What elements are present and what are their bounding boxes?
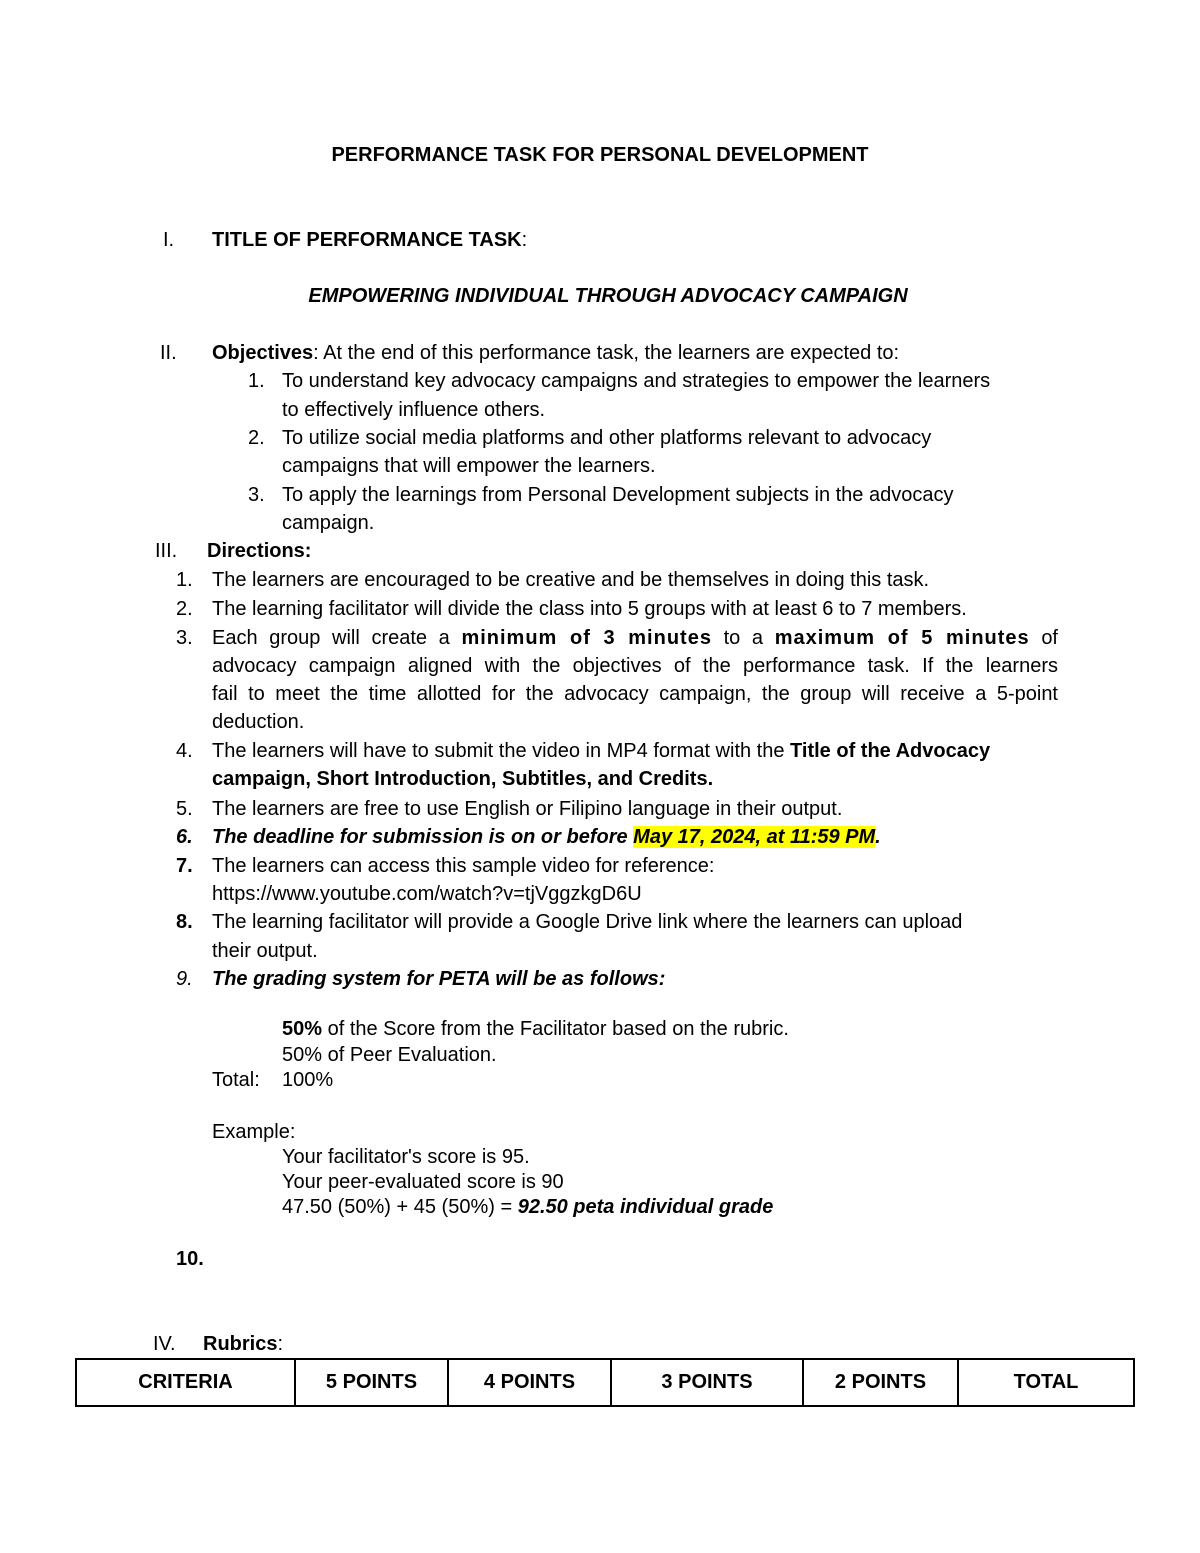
rubric-header-4-points: 4 POINTS [448,1359,611,1406]
deadline-date: May 17, 2024, at 11:59 PM [633,826,876,848]
rubric-table [75,1358,1135,1407]
total-label: Total: [212,1069,260,1091]
direction-text [212,624,1058,652]
direction-number: 6. [176,826,193,848]
section-1-heading [212,226,527,254]
deadline-post: . [875,826,881,848]
direction-number: 5. [176,798,193,820]
objectives-intro [212,339,899,367]
direction-line: advocacy campaign aligned with the objectives of the performance task. If the learners [212,655,1058,677]
grading-heading: The grading system for PETA will be as follows: [212,968,666,990]
video-requirements: Title of the Advocacy [790,740,991,762]
max-duration: maximum of 5 minutes [774,627,1030,649]
example-label: Example: [212,1121,296,1143]
rubric-header-row [76,1359,1134,1406]
direction-text-part: of [1029,627,1058,649]
direction-number: 9. [176,968,193,990]
direction-number: 3. [176,627,193,649]
direction-text: The learning facilitator will provide a Google Drive link where the learners can upload [212,911,963,933]
directions-label: Directions: [207,540,312,562]
example-line [282,1195,773,1219]
direction-text: The learners are free to use English or Filipino language in their output. [212,798,843,820]
objective-line: To utilize social media platforms and other platforms relevant to advocacy [282,427,932,449]
rubric-header-5-points: 5 POINTS [295,1359,448,1406]
section-3-number: III. [155,540,178,562]
rubric-header-3-points: 3 POINTS [611,1359,803,1406]
direction-text-part: The learners will have to submit the video in MP4 format with the [212,740,791,762]
section-1-number: I. [163,229,175,251]
grading-line: 50% of Peer Evaluation. [282,1044,497,1066]
direction-text: The learners are encouraged to be creative and be themselves in doing this task. [212,569,930,591]
grading-percent: 50% [282,1018,323,1040]
direction-line: fail to meet the time allotted for the advocacy campaign, the group will receive a 5-point [212,683,1058,705]
grading-line-text: of the Score from the Facilitator based on the rubric. [322,1018,789,1040]
objective-number: 3. [248,484,265,506]
direction-text-part: to a [711,627,775,649]
direction-text: The learners can access this sample video for reference: [212,855,715,877]
example-result: 92.50 peta individual grade [517,1196,774,1218]
total-value: 100% [282,1069,334,1091]
objective-number: 1. [248,370,265,392]
section-4-number: IV. [153,1333,176,1355]
objective-line: to effectively influence others. [282,399,546,421]
direction-text-part: Each group will create a [212,627,462,649]
direction-number: 1. [176,569,193,591]
direction-text: their output. [212,940,318,962]
direction-text [212,737,990,765]
example-formula: 47.50 (50%) + 45 (50%) = [282,1196,518,1218]
direction-number: 7. [176,855,193,877]
sample-video-link[interactable]: https://www.youtube.com/watch?v=tjVggzkgD6U [212,883,642,905]
direction-number: 8. [176,911,193,933]
objectives-label: Objectives [212,342,314,364]
rubric-header-total: TOTAL [958,1359,1134,1406]
min-duration: minimum of 3 minutes [461,627,712,649]
objective-number: 2. [248,427,265,449]
objective-line: campaigns that will empower the learners. [282,455,656,477]
direction-text: The learning facilitator will divide the class into 5 groups with at least 6 to 7 members. [212,598,967,620]
task-title: EMPOWERING INDIVIDUAL THROUGH ADVOCACY CAMPAIGN [308,285,908,307]
rubrics-label: Rubrics [203,1333,278,1355]
rubric-header-criteria: CRITERIA [76,1359,295,1406]
example-line: Your peer-evaluated score is 90 [282,1171,564,1193]
section-1-colon: : [521,229,528,251]
objective-line: campaign. [282,512,375,534]
objective-line: To apply the learnings from Personal Development subjects in the advocacy [282,484,954,506]
grading-line [282,1017,789,1041]
rubric-header-2-points: 2 POINTS [803,1359,958,1406]
objective-line: To understand key advocacy campaigns and strategies to empower the learners [282,370,991,392]
direction-number: 2. [176,598,193,620]
rubrics-colon: : [277,1333,284,1355]
direction-number: 4. [176,740,193,762]
video-requirements-line: campaign, Short Introduction, Subtitles, and Credits. [212,768,714,790]
section-1-title: TITLE OF PERFORMANCE TASK [212,229,522,251]
rubrics-heading [203,1330,283,1358]
direction-line: deduction. [212,711,305,733]
objectives-intro-text: : At the end of this performance task, the learners are expected to: [313,342,900,364]
direction-number: 10. [176,1248,204,1270]
section-2-number: II. [160,342,177,364]
deadline-pre: The deadline for submission is on or before [212,826,634,848]
deadline-text [212,823,881,851]
example-line: Your facilitator's score is 95. [282,1146,530,1168]
page-title: PERFORMANCE TASK FOR PERSONAL DEVELOPMENT [331,144,869,166]
